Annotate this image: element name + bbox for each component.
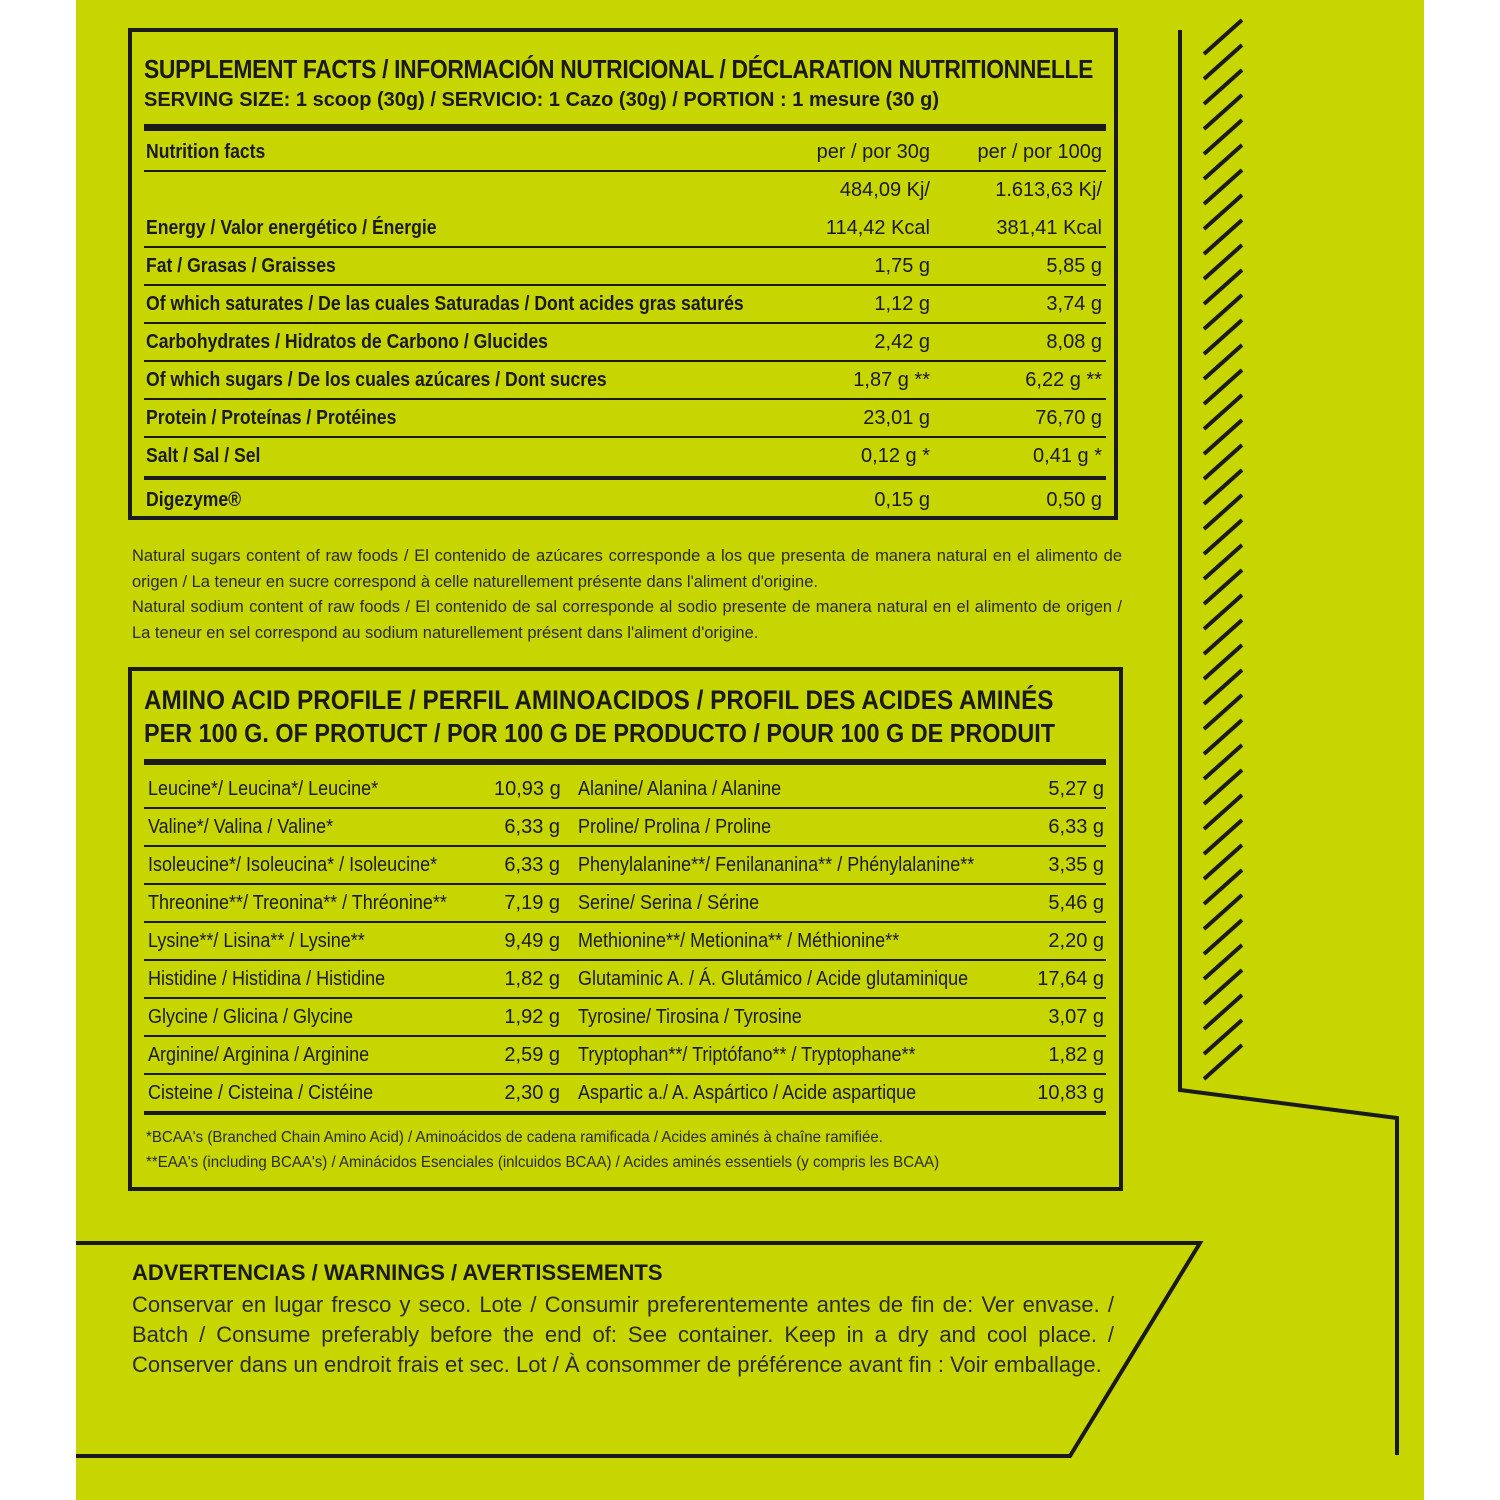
amino-name-left: Cisteine / Cisteina / Cistéine bbox=[148, 1082, 374, 1104]
energy-kcal-100g: 381,41 Kcal bbox=[996, 217, 1102, 239]
sugars-note: Natural sugars content of raw foods / El contenido de azúcares corresponde a los que presenta de manera natural en el alimento de origen / La teneur en sucre correspond à celle naturellement présente dans l'aliment d'origine. bbox=[132, 547, 1122, 591]
energy-kcal-30g: 114,42 Kcal bbox=[825, 217, 930, 239]
nutrient-label: Fat / Grasas / Graisses bbox=[146, 255, 336, 277]
amino-value-right: 17,64 g bbox=[1037, 968, 1104, 990]
amino-name-left: Lysine**/ Lisina** / Lysine** bbox=[148, 930, 365, 952]
nutrient-row bbox=[144, 248, 1106, 286]
natural-content-notes bbox=[132, 544, 1122, 646]
amino-value-left: 2,59 g bbox=[504, 1044, 560, 1066]
energy-kj-30g: 484,09 Kj/ bbox=[839, 179, 930, 201]
amino-name-left: Histidine / Histidina / Histidine bbox=[148, 968, 386, 990]
nutrient-value-100g: 76,70 g bbox=[1035, 407, 1102, 429]
amino-name-right: Phenylalanine**/ Fenilananina** / Phénylalanine** bbox=[578, 854, 975, 876]
amino-value-left: 2,30 g bbox=[504, 1082, 560, 1104]
nutrition-header-row bbox=[144, 134, 1106, 172]
nutrient-value-100g: 8,08 g bbox=[1046, 331, 1102, 353]
amino-name-right: Serine/ Serina / Sérine bbox=[578, 892, 760, 914]
nutrient-value-100g: 5,85 g bbox=[1046, 255, 1102, 277]
amino-value-right: 2,20 g bbox=[1048, 930, 1104, 952]
amino-name-left: Valine*/ Valina / Valine* bbox=[148, 816, 334, 838]
nutrient-row bbox=[144, 400, 1106, 438]
amino-row bbox=[144, 809, 1106, 847]
hatch-stripes bbox=[1204, 20, 1242, 1079]
amino-row bbox=[144, 771, 1106, 809]
amino-name-right: Glutaminic A. / Á. Glutámico / Acide glutaminique bbox=[578, 968, 969, 990]
nutrient-value-30g: 1,12 g bbox=[874, 293, 930, 315]
nutrient-value-30g: 1,75 g bbox=[874, 255, 930, 277]
nutrition-facts-panel bbox=[128, 28, 1118, 520]
digezyme-value-30g: 0,15 g bbox=[874, 489, 930, 511]
amino-name-right: Tryptophan**/ Triptófano** / Tryptophane** bbox=[578, 1044, 916, 1066]
amino-value-left: 9,49 g bbox=[504, 930, 560, 952]
amino-row bbox=[144, 923, 1106, 961]
rule bbox=[144, 476, 1106, 480]
amino-name-left: Glycine / Glicina / Glycine bbox=[148, 1006, 354, 1028]
amino-row bbox=[144, 847, 1106, 885]
nutrient-row bbox=[144, 286, 1106, 324]
nutrient-value-30g: 1,87 g ** bbox=[853, 369, 930, 391]
amino-row bbox=[144, 999, 1106, 1037]
amino-name-left: Leucine*/ Leucina*/ Leucine* bbox=[148, 778, 379, 800]
bcaa-footnote: *BCAA's (Branched Chain Amino Acid) / Aminoácidos de cadena ramificada / Acides aminés à chaîne ramifiée. bbox=[146, 1129, 883, 1146]
amino-name-right: Aspartic a./ A. Aspártico / Acide aspartique bbox=[578, 1082, 917, 1104]
digezyme-row bbox=[144, 482, 1106, 518]
nutrient-value-100g: 3,74 g bbox=[1046, 293, 1102, 315]
nutrient-value-30g: 2,42 g bbox=[874, 331, 930, 353]
energy-label: Energy / Valor energético / Énergie bbox=[146, 217, 437, 239]
nutrient-value-30g: 0,12 g * bbox=[861, 445, 930, 467]
amino-value-left: 1,92 g bbox=[504, 1006, 560, 1028]
rule bbox=[144, 124, 1106, 131]
amino-row bbox=[144, 885, 1106, 923]
amino-title: AMINO ACID PROFILE / PERFIL AMINOACIDOS / PROFIL DES ACIDES AMINÉS bbox=[144, 685, 1054, 715]
energy-row bbox=[144, 172, 1106, 248]
nutrient-label: Of which sugars / De los cuales azúcares / Dont sucres bbox=[146, 369, 607, 391]
header-per-30g: per / por 30g bbox=[816, 141, 930, 163]
amino-value-right: 3,35 g bbox=[1048, 854, 1104, 876]
amino-acid-panel bbox=[128, 667, 1123, 1191]
serving-size: SERVING SIZE: 1 scoop (30g) / SERVICIO: 1 Cazo (30g) / PORTION : 1 mesure (30 g) bbox=[144, 89, 939, 111]
digezyme-value-100g: 0,50 g bbox=[1046, 489, 1102, 511]
amino-name-left: Arginine/ Arginina / Arginine bbox=[148, 1044, 370, 1066]
amino-name-right: Proline/ Prolina / Proline bbox=[578, 816, 772, 838]
nutrient-row bbox=[144, 362, 1106, 400]
amino-name-left: Isoleucine*/ Isoleucina* / Isoleucine* bbox=[148, 854, 438, 876]
amino-row bbox=[144, 961, 1106, 999]
nutrient-label: Salt / Sal / Sel bbox=[146, 445, 261, 467]
amino-row bbox=[144, 1075, 1106, 1115]
digezyme-label: Digezyme® bbox=[146, 489, 242, 511]
amino-value-right: 5,46 g bbox=[1048, 892, 1104, 914]
amino-value-right: 6,33 g bbox=[1048, 816, 1104, 838]
amino-value-left: 6,33 g bbox=[504, 854, 560, 876]
amino-name-right: Alanine/ Alanina / Alanine bbox=[578, 778, 782, 800]
amino-name-right: Tyrosine/ Tirosina / Tyrosine bbox=[578, 1006, 802, 1028]
amino-value-left: 7,19 g bbox=[504, 892, 560, 914]
amino-row bbox=[144, 1037, 1106, 1075]
amino-value-left: 1,82 g bbox=[504, 968, 560, 990]
nutrient-label: Protein / Proteínas / Protéines bbox=[146, 407, 397, 429]
amino-value-right: 1,82 g bbox=[1048, 1044, 1104, 1066]
warnings-body: Conservar en lugar fresco y seco. Lote / Consumir preferentemente antes de fin de: Ver envase. / Batch / Consume preferably before the end of: See container. Keep in a dry and cool place. / Conserver dans un endroit frais et sec. Lot / À consommer de préférence avant fin : Voir emballage. bbox=[132, 1292, 1114, 1377]
eaa-footnote: **EAA's (including BCAA's) / Aminácidos Esenciales (inlcuidos BCAA) / Acides aminés essentiels (y compris les BCAA) bbox=[146, 1154, 940, 1171]
nutrient-row bbox=[144, 438, 1106, 474]
nutrient-value-100g: 6,22 g ** bbox=[1025, 369, 1102, 391]
nutrient-value-100g: 0,41 g * bbox=[1033, 445, 1102, 467]
amino-value-right: 3,07 g bbox=[1048, 1006, 1104, 1028]
amino-value-right: 10,83 g bbox=[1037, 1082, 1104, 1104]
amino-name-left: Threonine**/ Treonina** / Thréonine** bbox=[148, 892, 447, 914]
nutrient-label: Of which saturates / De las cuales Saturadas / Dont acides gras saturés bbox=[146, 293, 744, 315]
amino-footnotes bbox=[146, 1125, 1111, 1175]
header-per-100g: per / por 100g bbox=[977, 141, 1102, 163]
warnings-title: ADVERTENCIAS / WARNINGS / AVERTISSEMENTS bbox=[132, 1260, 663, 1285]
rule bbox=[144, 759, 1106, 765]
amino-value-right: 5,27 g bbox=[1048, 778, 1104, 800]
amino-value-left: 6,33 g bbox=[504, 816, 560, 838]
nutrition-title: SUPPLEMENT FACTS / INFORMACIÓN NUTRICIONAL / DÉCLARATION NUTRITIONNELLE bbox=[144, 54, 1094, 84]
energy-kj-100g: 1.613,63 Kj/ bbox=[995, 179, 1102, 201]
amino-name-right: Methionine**/ Metionina** / Méthionine** bbox=[578, 930, 900, 952]
sodium-note: Natural sodium content of raw foods / El contenido de sal corresponde al sodio presente de manera natural en el alimento de origen / La teneur en sel correspond au sodium naturellement présent dans l'aliment d'origine. bbox=[132, 598, 1122, 642]
header-label: Nutrition facts bbox=[146, 141, 266, 163]
nutrient-label: Carbohydrates / Hidratos de Carbono / Glucides bbox=[146, 331, 548, 353]
amino-value-left: 10,93 g bbox=[494, 778, 561, 800]
nutrient-value-30g: 23,01 g bbox=[863, 407, 930, 429]
nutrient-row bbox=[144, 324, 1106, 362]
amino-subtitle: PER 100 G. OF PROTUCT / POR 100 G DE PRODUCTO / POUR 100 G DE PRODUIT bbox=[144, 718, 1056, 748]
